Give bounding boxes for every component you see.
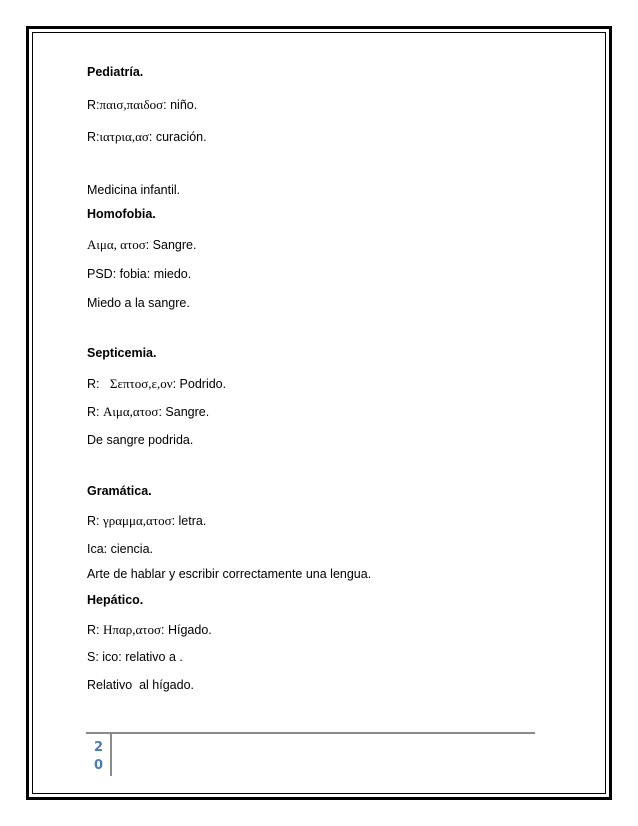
root-meaning: : Hígado. bbox=[161, 623, 212, 637]
root-prefix: R: bbox=[87, 98, 100, 112]
root-meaning: : Podrido. bbox=[172, 377, 227, 391]
root-prefix: R: bbox=[87, 514, 103, 528]
heading-septicemia: Septicemia. bbox=[87, 346, 157, 360]
heading-pediatria: Pediatría. bbox=[87, 65, 144, 79]
definition-text: Ica: ciencia. bbox=[87, 542, 154, 556]
page-number-digit: 2 bbox=[94, 740, 104, 755]
definition-text: Arte de hablar y escribir correctamente una lengua. bbox=[87, 567, 372, 581]
greek-root: Aιμα, ατοσ bbox=[87, 237, 146, 252]
heading-gramatica: Gramática. bbox=[87, 484, 152, 498]
root-line bbox=[87, 622, 212, 638]
heading-homofobia: Homofobia. bbox=[87, 207, 156, 221]
root-meaning: : niño. bbox=[163, 98, 198, 112]
definition-text: S: ico: relativo a . bbox=[87, 650, 183, 664]
greek-root: ιατρια,ασ bbox=[99, 129, 149, 144]
root-line bbox=[87, 97, 197, 113]
root-prefix: R: bbox=[87, 130, 100, 144]
root-line bbox=[87, 237, 196, 253]
footer-vertical-divider bbox=[110, 734, 112, 776]
greek-root: Ηπαρ,ατοσ bbox=[102, 622, 162, 637]
page-number-digit: 0 bbox=[94, 758, 104, 773]
greek-root: Σεπτοσ,ε,ον bbox=[109, 376, 173, 391]
greek-root: παισ,παιδοσ bbox=[99, 97, 164, 112]
root-meaning: : Sangre. bbox=[158, 405, 210, 419]
heading-hepatico: Hepático. bbox=[87, 593, 144, 607]
root-prefix: R: bbox=[87, 405, 103, 419]
root-prefix: R: bbox=[87, 377, 110, 391]
root-meaning: : Sangre. bbox=[145, 238, 197, 252]
definition-text: PSD: fobia: miedo. bbox=[87, 267, 192, 281]
footer-divider bbox=[86, 732, 535, 734]
root-prefix: R: bbox=[87, 623, 103, 637]
root-line bbox=[87, 376, 226, 392]
root-line bbox=[87, 404, 209, 420]
root-line bbox=[87, 129, 207, 145]
definition-text: De sangre podrida. bbox=[87, 433, 194, 447]
greek-root: Aιμα,ατοσ bbox=[102, 404, 159, 419]
definition-text: Relativo al hígado. bbox=[87, 678, 195, 692]
greek-root: γραμμα,ατοσ bbox=[102, 513, 172, 528]
definition-text: Medicina infantil. bbox=[87, 183, 181, 197]
definition-text: Miedo a la sangre. bbox=[87, 296, 190, 310]
root-meaning: : letra. bbox=[171, 514, 207, 528]
root-meaning: : curación. bbox=[148, 130, 207, 144]
root-line bbox=[87, 513, 206, 529]
